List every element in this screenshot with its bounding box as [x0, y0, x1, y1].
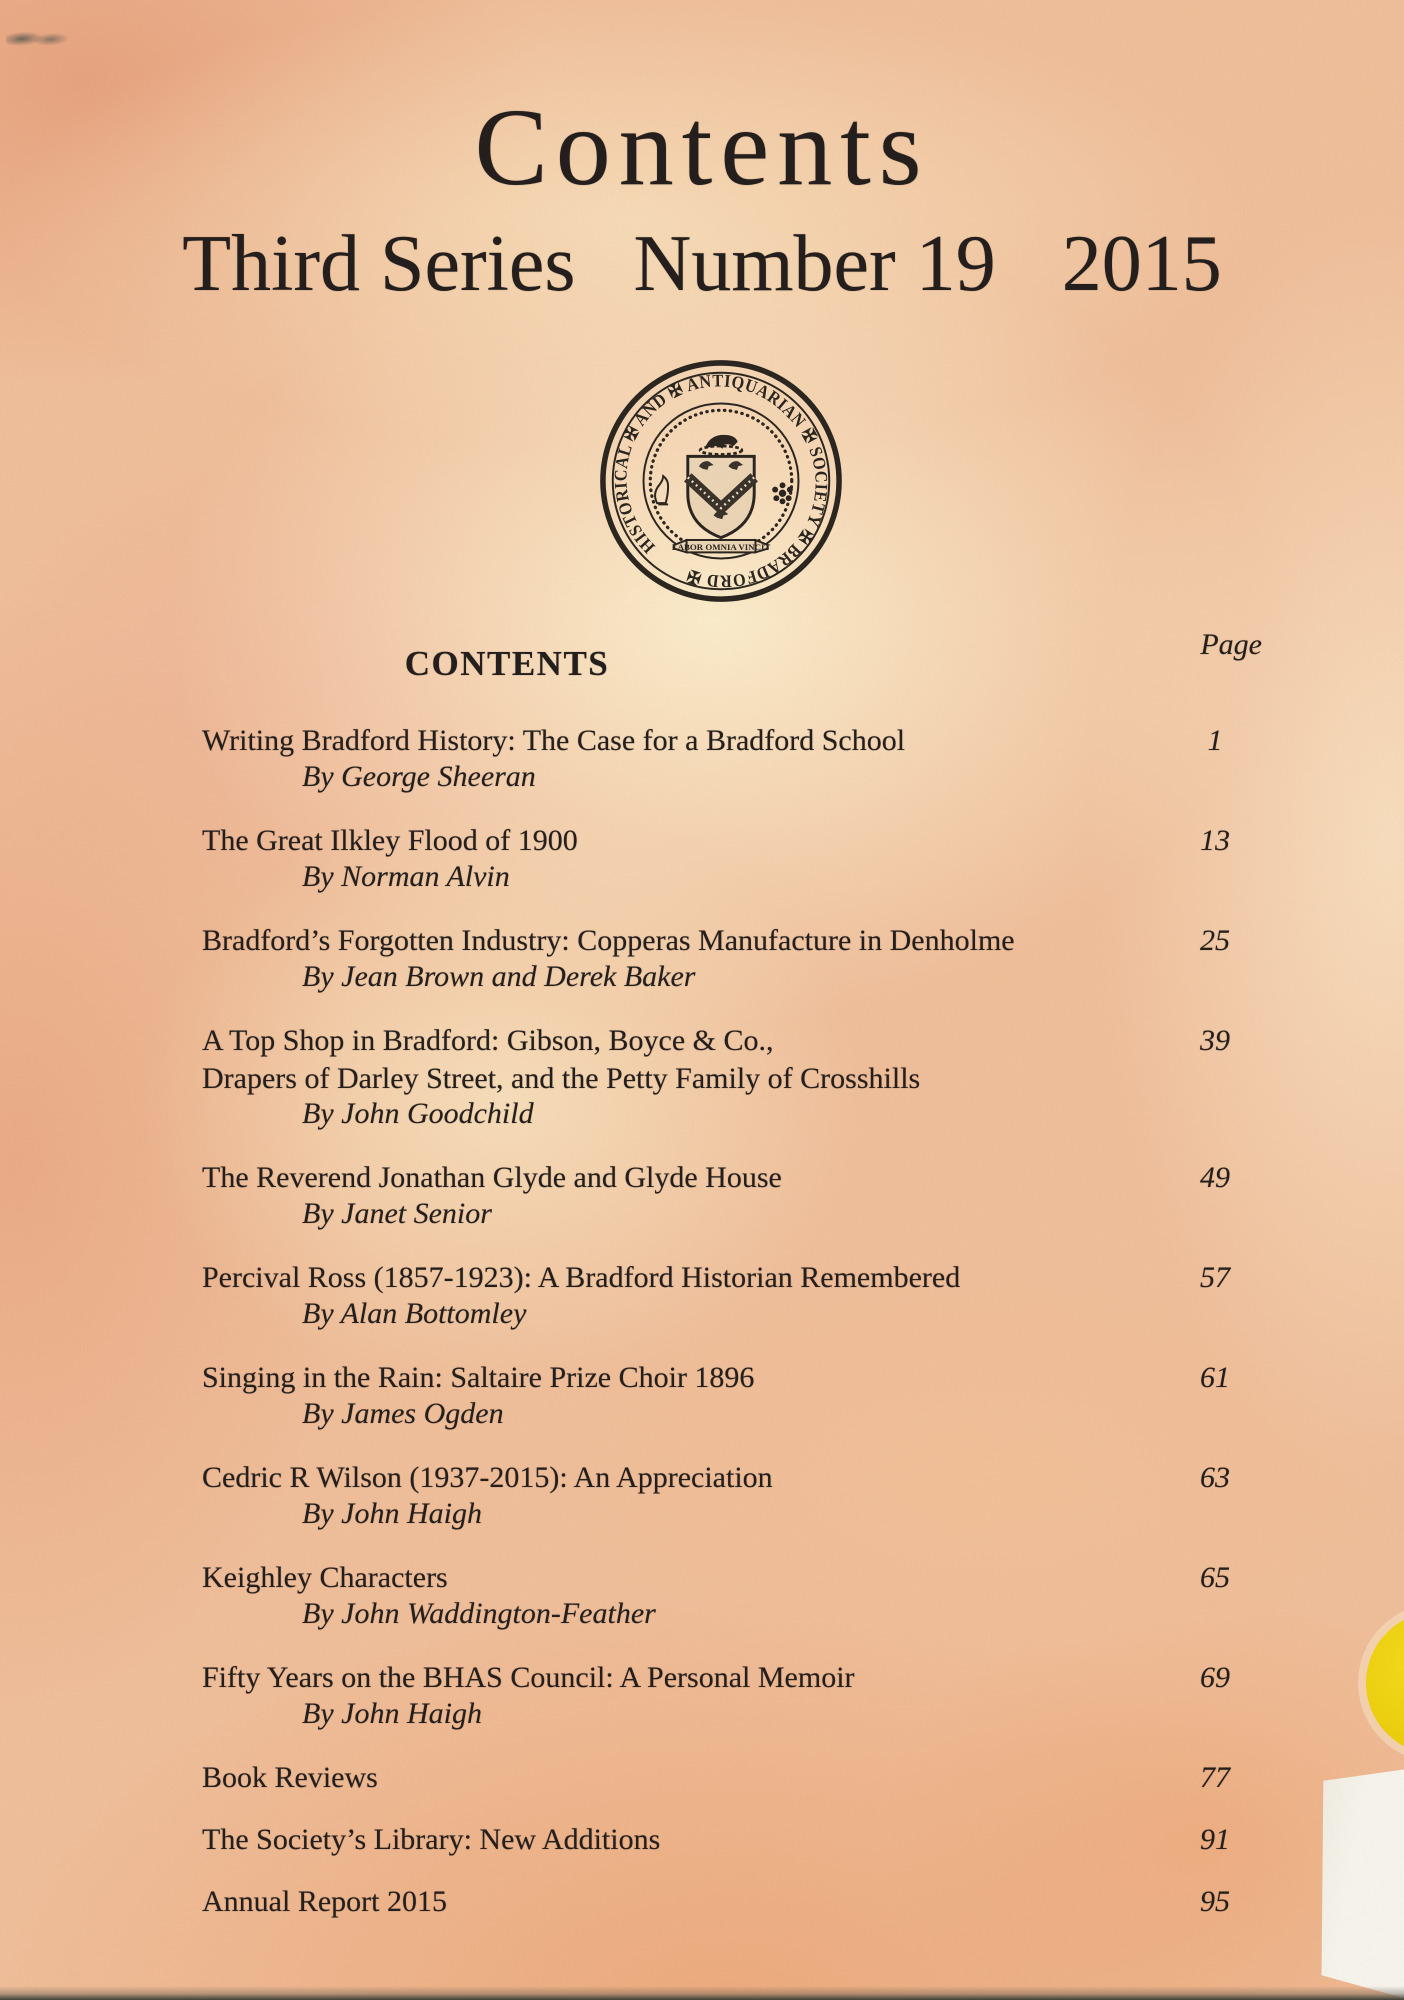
society-seal-emblem [598, 358, 844, 604]
entry-page-number: 65 [1200, 1561, 1230, 1594]
entry-title: Keighley Characters [202, 1561, 448, 1594]
entry-author: By Janet Senior [302, 1197, 492, 1230]
entry-page-number: 1 [1207, 724, 1223, 757]
society-seal [598, 358, 844, 604]
entry-title: The Society’s Library: New Additions [202, 1823, 661, 1856]
entry-title: Writing Bradford History: The Case for a Bradford School [202, 724, 906, 757]
entry-page-number: 13 [1200, 824, 1230, 857]
toc-entry [202, 1159, 1404, 1231]
toc-entry [202, 1659, 1404, 1731]
entry-author: By John Haigh [302, 1697, 482, 1730]
entry-author: By James Ogden [302, 1397, 504, 1430]
toc-entry [202, 1559, 1404, 1631]
entries-list [202, 722, 1404, 1945]
toc-entry [202, 1821, 1404, 1859]
page-column-label: Page [1200, 628, 1262, 661]
scan-smudge [5, 24, 71, 54]
entry-title: Book Reviews [202, 1761, 378, 1794]
toc-entry [202, 722, 1404, 794]
entry-title: A Top Shop in Bradford: Gibson, Boyce & Co., [202, 1024, 774, 1057]
entry-page-number: 63 [1200, 1461, 1230, 1494]
entry-title: The Great Ilkley Flood of 1900 [202, 824, 578, 857]
issue-subtitle [0, 222, 1404, 306]
library-label [1316, 1764, 1404, 2000]
entry-title-line2: Drapers of Darley Street, and the Petty Family of Crosshills [202, 1062, 921, 1095]
seal-motto-text: LABOR OMNIA VINCIT [671, 541, 771, 552]
seal-ring-text: HISTORICAL ✠ AND ✠ ANTIQUARIAN ✠ SOCIETY ✠ BRADFORD ✠ [610, 370, 832, 592]
seal-crest [700, 435, 742, 454]
toc-entry [202, 1883, 1404, 1921]
scan-bottom-edge [0, 1986, 1404, 2000]
entry-author: By Jean Brown and Derek Baker [302, 960, 696, 993]
toc-entry [202, 1459, 1404, 1531]
entry-page-number: 91 [1200, 1823, 1230, 1856]
entry-page-number: 25 [1200, 924, 1230, 957]
entry-author: By John Waddington-Feather [302, 1597, 656, 1630]
entry-title: The Reverend Jonathan Glyde and Glyde House [202, 1161, 782, 1194]
entry-title: Percival Ross (1857-1923): A Bradford Historian Remembered [202, 1261, 961, 1294]
toc-entry [202, 1759, 1404, 1797]
seal-mitre-icon [655, 476, 668, 504]
entry-page-number: 39 [1200, 1024, 1230, 1057]
entry-title: Bradford’s Forgotten Industry: Copperas Manufacture in Denholme [202, 924, 1015, 957]
toc-entry [202, 822, 1404, 894]
entry-title: Fifty Years on the BHAS Council: A Personal Memoir [202, 1661, 855, 1694]
entry-title: Singing in the Rain: Saltaire Prize Choir 1896 [202, 1361, 755, 1394]
toc-entry [202, 922, 1404, 994]
entry-page-number: 69 [1200, 1661, 1230, 1694]
issue-year: 2015 [1061, 220, 1222, 308]
entry-author: By John Haigh [302, 1497, 482, 1530]
entry-page-number: 61 [1200, 1361, 1230, 1394]
entry-title: Annual Report 2015 [202, 1885, 447, 1918]
contents-heading: CONTENTS [404, 644, 610, 683]
entry-author: By Norman Alvin [302, 860, 510, 893]
series-label: Third Series [182, 220, 576, 308]
page-title: Contents [474, 86, 930, 208]
entry-title: Cedric R Wilson (1937-2015): An Appreciation [202, 1461, 773, 1494]
entry-page-number: 57 [1200, 1261, 1230, 1294]
entry-author: By John Goodchild [302, 1097, 534, 1130]
seal-motto-ribbon [672, 540, 771, 552]
issue-number: Number 19 [633, 220, 996, 308]
seal-shield [688, 456, 754, 537]
toc-entry [202, 1359, 1404, 1431]
entry-page-number: 77 [1200, 1761, 1230, 1794]
entry-page-number: 49 [1200, 1161, 1230, 1194]
toc-entry [202, 1022, 1404, 1131]
toc-entry [202, 1259, 1404, 1331]
entry-page-number: 95 [1200, 1885, 1230, 1918]
entry-author: By George Sheeran [302, 760, 536, 793]
entry-author: By Alan Bottomley [302, 1297, 527, 1330]
